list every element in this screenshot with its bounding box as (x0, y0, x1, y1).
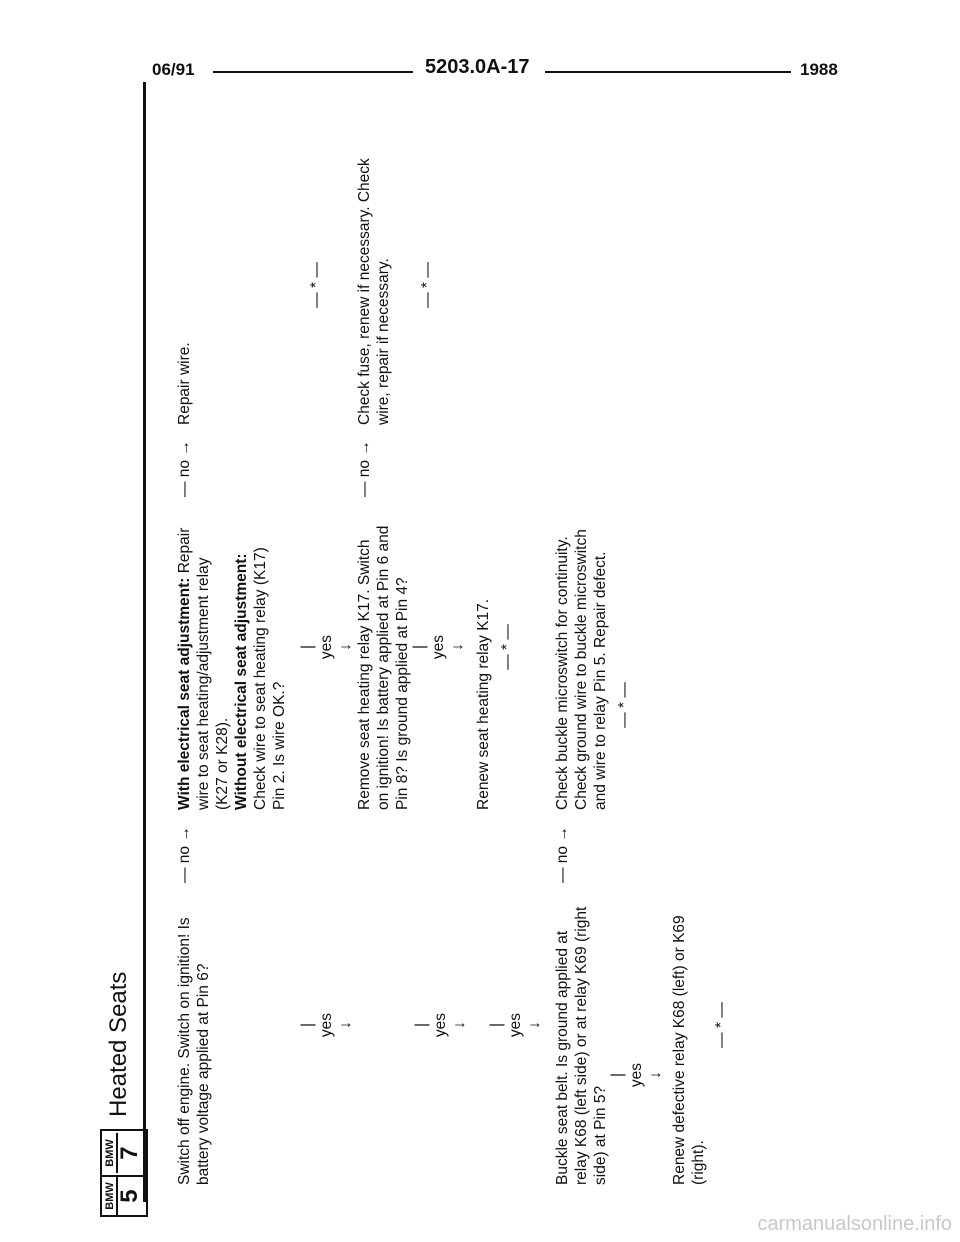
step4-line2: (right). (690, 1140, 707, 1185)
flow-arrow-5: ↓ (526, 1021, 543, 1029)
step1-no-line2: wire to seat heating/adjustment relay (195, 557, 212, 810)
step3-no-line1: Check buckle microswitch for continuity. (554, 536, 571, 810)
step4-line1: Renew defective relay K68 (left) or K69 (671, 915, 688, 1185)
header-rule-left (213, 71, 413, 73)
step1-no-line6: Pin 2. Is wire OK.? (271, 681, 288, 810)
step1-line2: battery voltage applied at Pin 6? (195, 963, 212, 1185)
flow-yes-1: yes (318, 1012, 335, 1038)
step4-end: — * — (713, 1002, 730, 1048)
step1-no-line5: Check wire to seat heating relay (K17) (252, 547, 269, 810)
step1a-no-text: Repair wire. (176, 342, 193, 425)
step3-no-label: — no → (554, 826, 571, 883)
header-date: 06/91 (152, 60, 195, 79)
watermark: carmanualsonline.info (757, 1213, 952, 1235)
flow-bar-6: | (609, 1072, 626, 1078)
step3-line1: Buckle seat belt. Is ground applied at (554, 930, 571, 1185)
flow-yes-4: yes (430, 634, 447, 660)
step1-no-rest1: Repair (176, 527, 193, 578)
step1-line1: Switch off engine. Switch on ignition! Is (176, 917, 193, 1185)
bold-heading-with: With electrical seat adjustment: (176, 577, 193, 810)
step2-no-line2: wire, repair if necessary. (375, 258, 392, 425)
step2-line2: on ignition! Is battery applied at Pin 6 and (375, 525, 392, 810)
flow-bar-3: | (413, 1022, 430, 1028)
flow-arrow-3: ↓ (451, 1021, 468, 1029)
step2-line3: Pin 8? Is ground applied at Pin 4? (394, 577, 411, 810)
step1a-no-label: — no → (176, 440, 193, 497)
step1-no-line3: (K27 or K28). (214, 717, 231, 810)
step1-no-line1 (175, 528, 194, 810)
step1a-end: — * — (308, 262, 325, 308)
step3-line2: relay K68 (left side) or at relay K69 (right (573, 906, 590, 1185)
step2-no-label: — no → (356, 440, 373, 497)
step3-line3: side) at Pin 5? (592, 1085, 609, 1185)
bold-heading-without: Without electrical seat adjustment: (233, 553, 250, 810)
logo-brand-a: BMW (104, 1182, 116, 1210)
logo-brand-b: BMW (104, 1139, 116, 1167)
step2-no-end: — * — (419, 262, 436, 308)
header-code: 5203.0A-17 (425, 56, 530, 78)
flow-yes-2: yes (318, 634, 335, 660)
flow-bar-5: | (488, 1022, 505, 1028)
flow-arrow-1: ↓ (337, 1021, 354, 1029)
step2-no-line1: Check fuse, renew if necessary. Check (356, 158, 373, 425)
flow-bar-2: | (299, 644, 316, 650)
flow-arrow-2: ↓ (337, 643, 354, 651)
logo-series-5: 5 (116, 1189, 143, 1203)
step3-no-line2: Check ground wire to buckle microswitch (573, 529, 590, 810)
header-year: 1988 (800, 60, 838, 79)
logo-series-7: 7 (116, 1146, 143, 1160)
step1-no-line4 (232, 553, 251, 810)
flow-arrow-6: ↓ (647, 1071, 664, 1079)
header-rule-right (545, 71, 791, 73)
page-title: Heated Seats (105, 971, 132, 1117)
step2-yes-end: — * — (499, 624, 516, 670)
flow-arrow-4: ↓ (449, 643, 466, 651)
flow-yes-6: yes (628, 1062, 645, 1088)
step2-line1: Remove seat heating relay K17. Switch (356, 539, 373, 810)
flow-yes-3: yes (432, 1012, 449, 1038)
rotated-content (100, 95, 880, 1225)
bmw-logo (100, 1129, 148, 1217)
step3-no-line3: and wire to relay Pin 5. Repair defect. (592, 551, 609, 810)
flow-yes-5: yes (507, 1012, 524, 1038)
step1-no-label: — no → (176, 826, 193, 883)
step3-no-end: — * — (616, 682, 633, 728)
flow-bar-1: | (299, 1022, 316, 1028)
step2-yes-text: Renew seat heating relay K17. (475, 598, 492, 810)
flow-bar-4: | (411, 644, 428, 650)
